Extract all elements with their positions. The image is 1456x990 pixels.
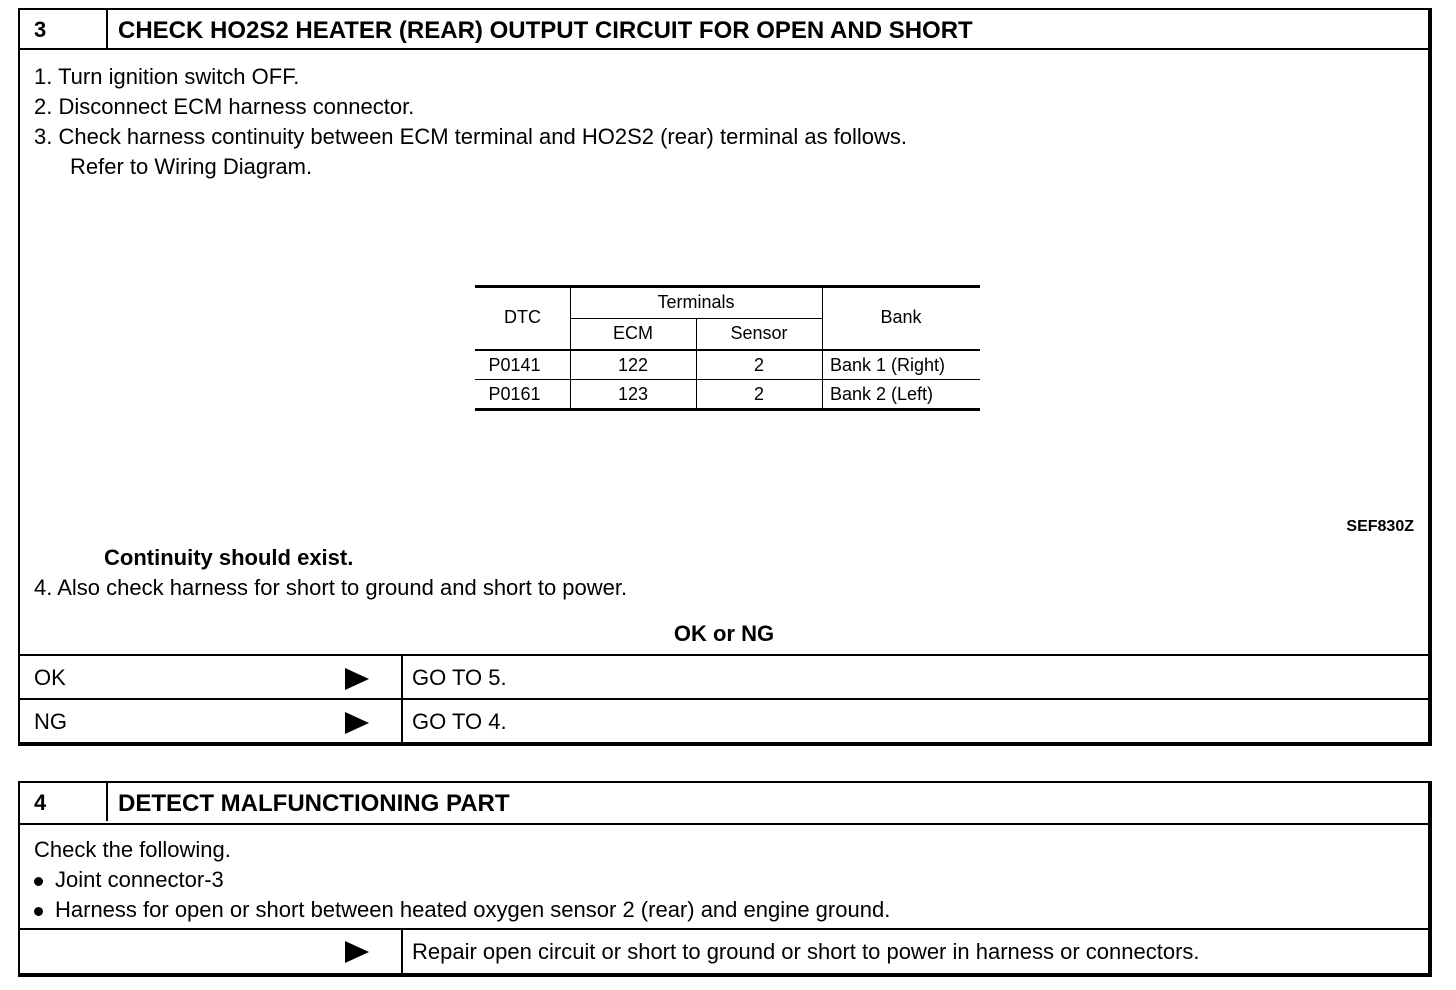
row-1-sensor: 2 [753,355,764,375]
step-4-header [20,783,1428,825]
result-row-repair [20,928,1428,973]
instruction-3: 3. Check harness continuity between ECM terminal and HO2S2 (rear) terminal as follows. [34,124,908,149]
header-bank: Bank [880,307,922,327]
instruction-3-ref: Refer to Wiring Diagram. [70,154,313,179]
step-number: 3 [20,10,108,48]
result-heading: OK or NG [673,621,775,646]
row-2-dtc: P0161 [488,384,541,404]
result-label: OK [34,665,66,690]
step-3-header [20,10,1428,50]
arrow-right-icon [345,941,369,963]
repair-action: Repair open circuit or short to ground or short to power in harness or connectors. [412,939,1200,964]
header-terminals: Terminals [657,292,735,312]
header-ecm: ECM [613,323,653,343]
result-row-ok [20,654,1428,698]
step-3-panel [18,8,1432,746]
bullet-icon [34,877,43,886]
instruction-4: 4. Also check harness for short to ground and short to power. [34,575,628,600]
step-title: DETECT MALFUNCTIONING PART [118,790,510,817]
step-number: 4 [20,783,108,821]
step-title: CHECK HO2S2 HEATER (REAR) OUTPUT CIRCUIT FOR OPEN AND SHORT [118,17,973,44]
row-1-ecm: 122 [617,355,649,375]
result-label: NG [34,709,67,734]
row-2-ecm: 123 [617,384,649,404]
row-2-bank: Bank 2 (Left) [830,384,934,404]
header-sensor: Sensor [730,323,788,343]
arrow-right-icon [345,668,369,690]
result-action: GO TO 4. [412,709,507,734]
arrow-right-icon [345,712,369,734]
instruction-2: 2. Disconnect ECM harness connector. [34,94,415,119]
figure-code: SEF830Z [1346,518,1414,535]
header-dtc: DTC [504,307,541,327]
row-1-dtc: P0141 [488,355,541,375]
result-row-ng [20,698,1428,742]
instruction-1: 1. Turn ignition switch OFF. [34,64,300,89]
bullet-icon [34,907,43,916]
row-1-bank: Bank 1 (Right) [830,355,946,375]
bullet-item: Joint connector-3 [34,865,224,895]
result-action: GO TO 5. [412,665,507,690]
row-2-sensor: 2 [753,384,764,404]
step-4-panel [18,781,1432,977]
continuity-note: Continuity should exist. [104,545,354,570]
check-intro: Check the following. [34,837,231,862]
bullet-item: Harness for open or short between heated oxygen sensor 2 (rear) and engine ground. [34,895,890,925]
